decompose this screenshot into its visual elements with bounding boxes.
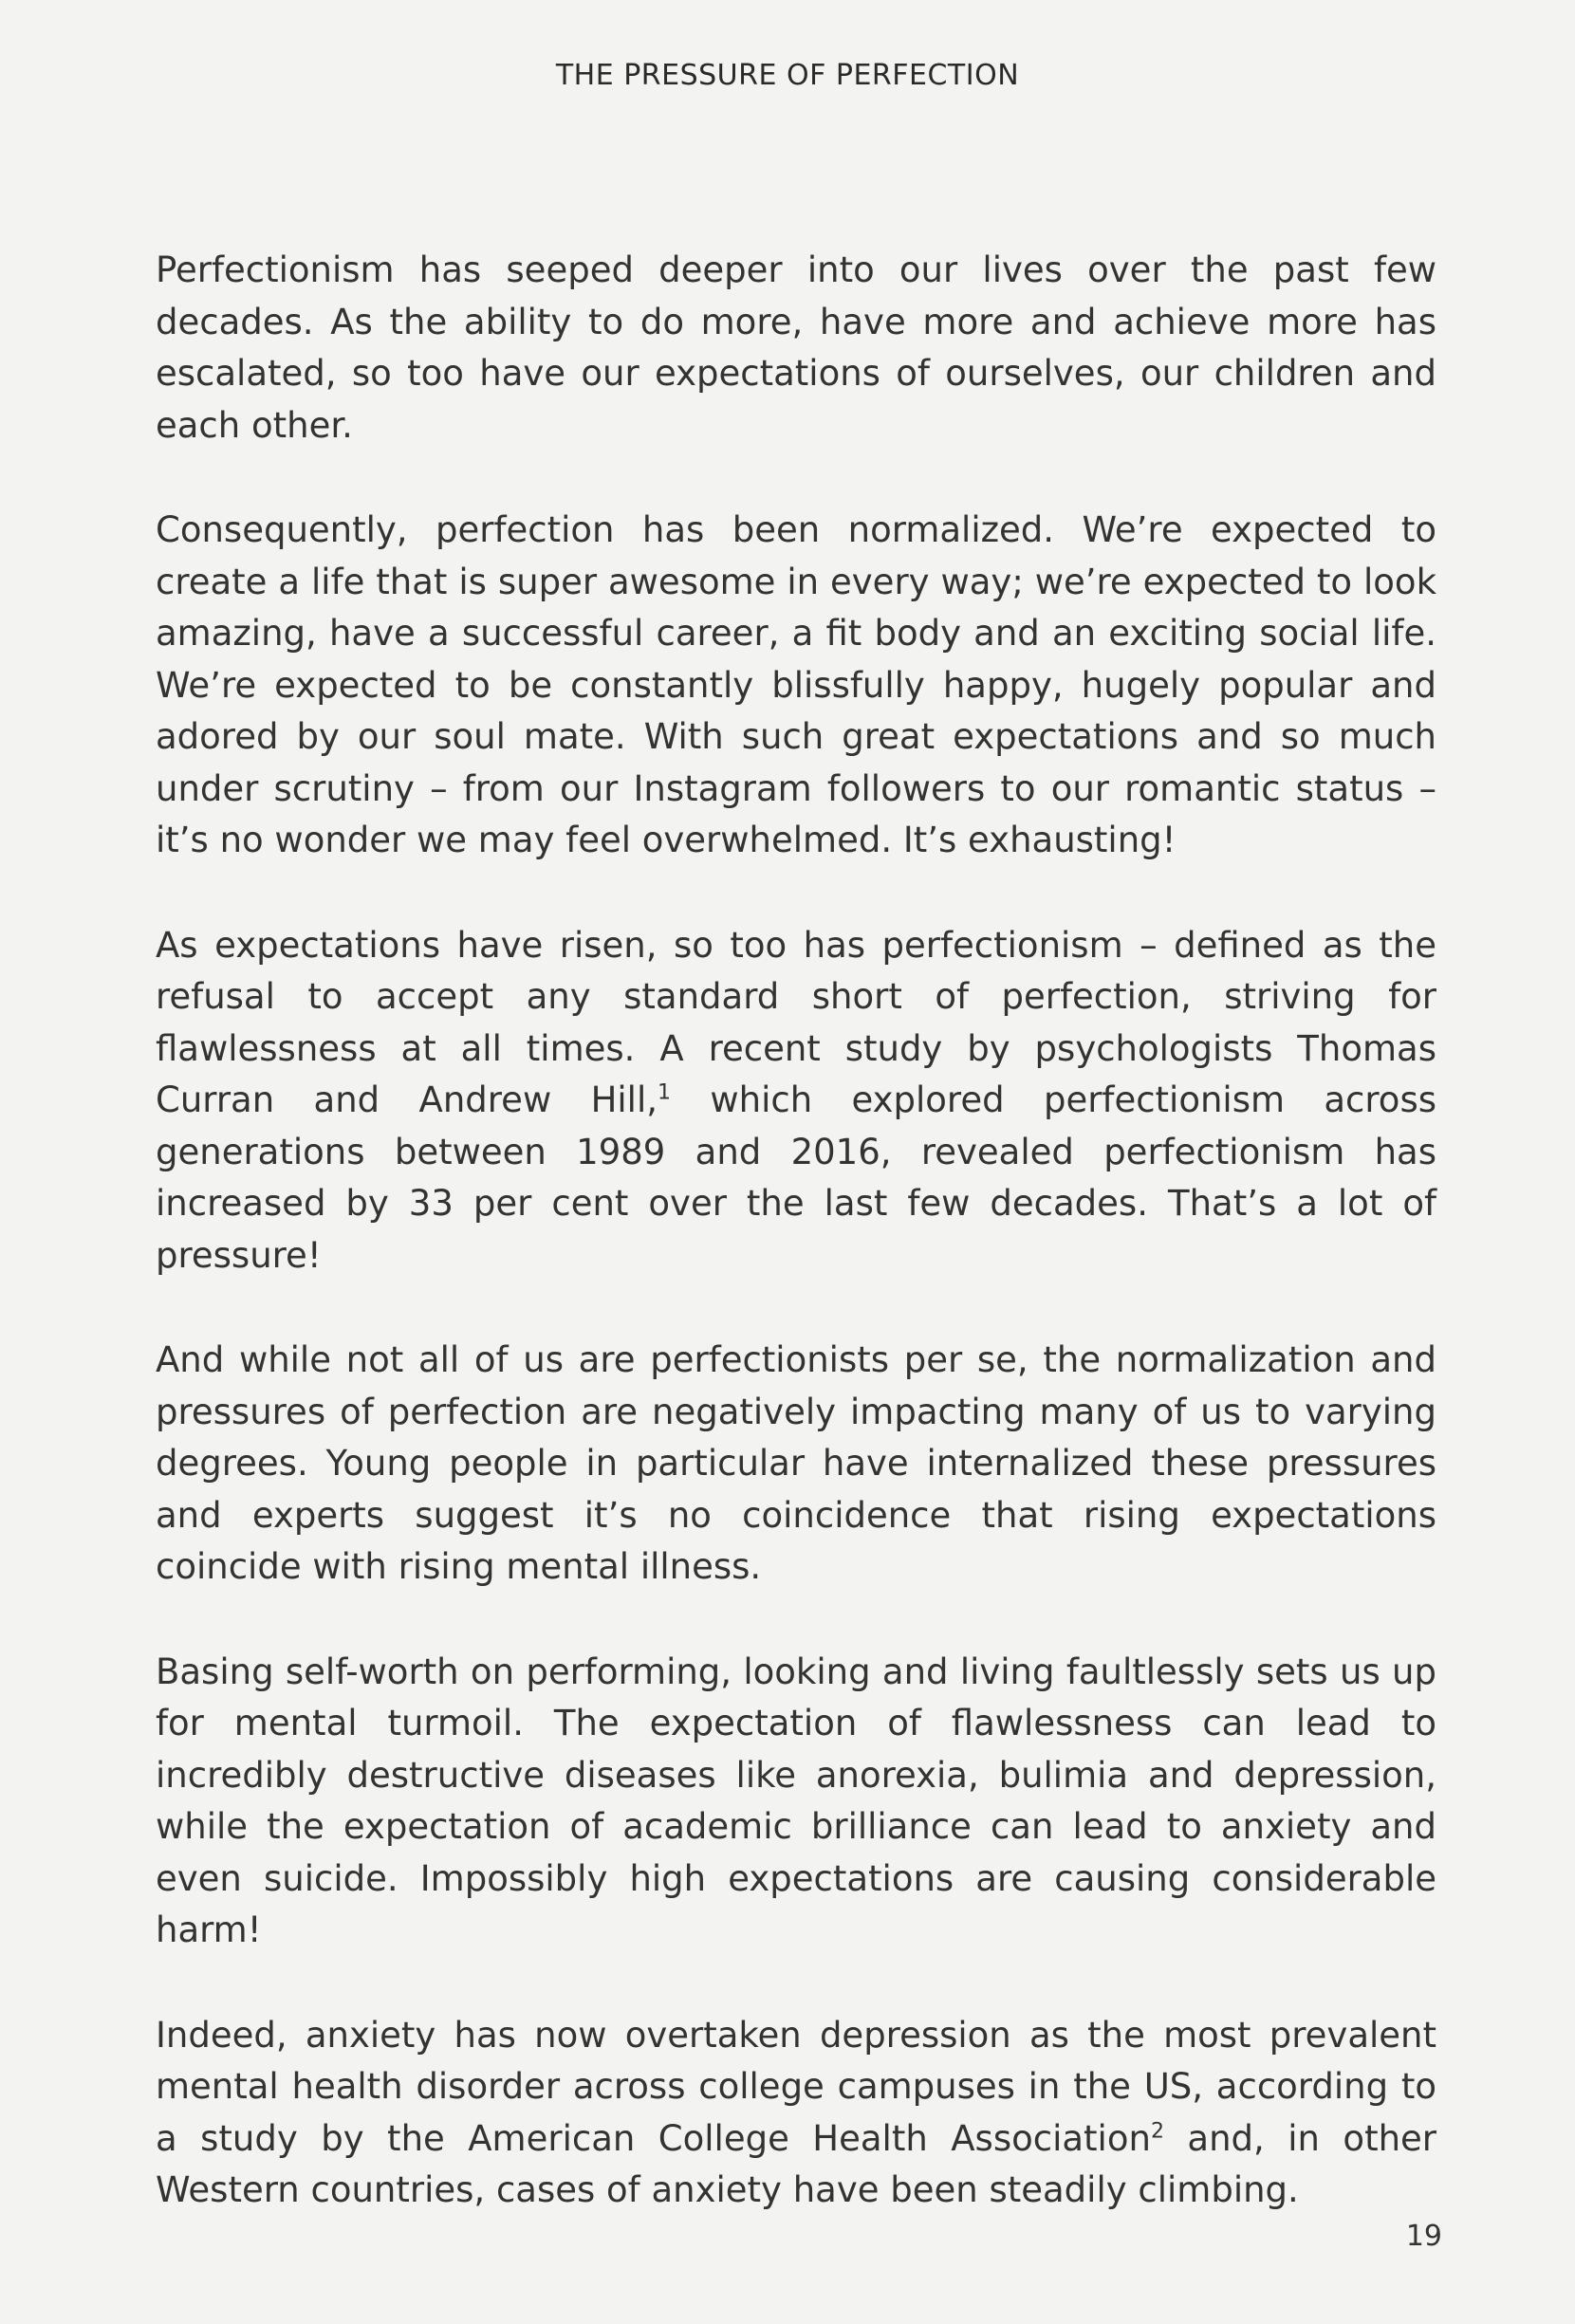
paragraph-5: Basing self-worth on performing, looking and living faultlessly sets us up for mental turmoil. The expectation of flawlessness can lead to incredibly destructive diseases like anorexia, bulimia and depression, while the expectation of academic brilliance can lead to anxiety and even suicide. Impossibly high expectations are causing considerable harm!	[156, 1651, 1436, 1950]
running-head: THE PRESSURE OF PERFECTION	[555, 59, 1020, 92]
paragraph-3-text-after: which explored perfectionism across generations between 1989 and 2016, revealed perfectionism has increased by 33 per cent over the last few decades. That’s a lot of pressure!	[156, 1079, 1436, 1276]
page-number: 19	[1405, 2220, 1442, 2253]
paragraph-1: Perfectionism has seeped deeper into our lives over the past few decades. As the ability to do more, have more and achieve more has escalated, so too have our expectations of ourselves, our children and each other.	[156, 249, 1436, 446]
paragraph-2: Consequently, perfection has been normalized. We’re expected to create a life that is super awesome in every way; we’re expected to look amazing, have a successful career, a fit body and an exciting social life. We’re expected to be constantly blissfully happy, hugely popular and adored by our soul mate. With such great expectations and so much under scrutiny – from our Instagram followers to our romantic status – it’s no wonder we may feel overwhelmed. It’s exhausting!	[156, 509, 1436, 860]
paragraph-3-text-before: As expectations have risen, so too has perfectionism – defined as the refusal to accept any standard short of perfection, striving for flawlessness at all times. A recent study by psychologists Thomas Curran and Andrew Hill,	[156, 924, 1436, 1120]
footnote-ref-1[interactable]: 1	[658, 1080, 671, 1105]
paragraph-6	[156, 2010, 1436, 2217]
paragraph-6-text-after: and, in other Western countries, cases of anxiety have been steadily climbing.	[156, 2117, 1436, 2210]
paragraph-4: And while not all of us are perfectionists per se, the normalization and pressures of perfection are negatively impacting many of us to varying degrees. Young people in particular have internalized these pressures and experts suggest it’s no coincidence that rising expectations coincide with rising mental illness.	[156, 1339, 1436, 1587]
paragraph-3	[156, 920, 1436, 1282]
body-text	[156, 245, 1436, 2217]
paragraph-6-text-before: Indeed, anxiety has now overtaken depression as the most prevalent mental health disorder across college campuses in the US, according to a study by the American College Health Association	[156, 2014, 1436, 2159]
footnote-ref-2[interactable]: 2	[1150, 2119, 1164, 2144]
